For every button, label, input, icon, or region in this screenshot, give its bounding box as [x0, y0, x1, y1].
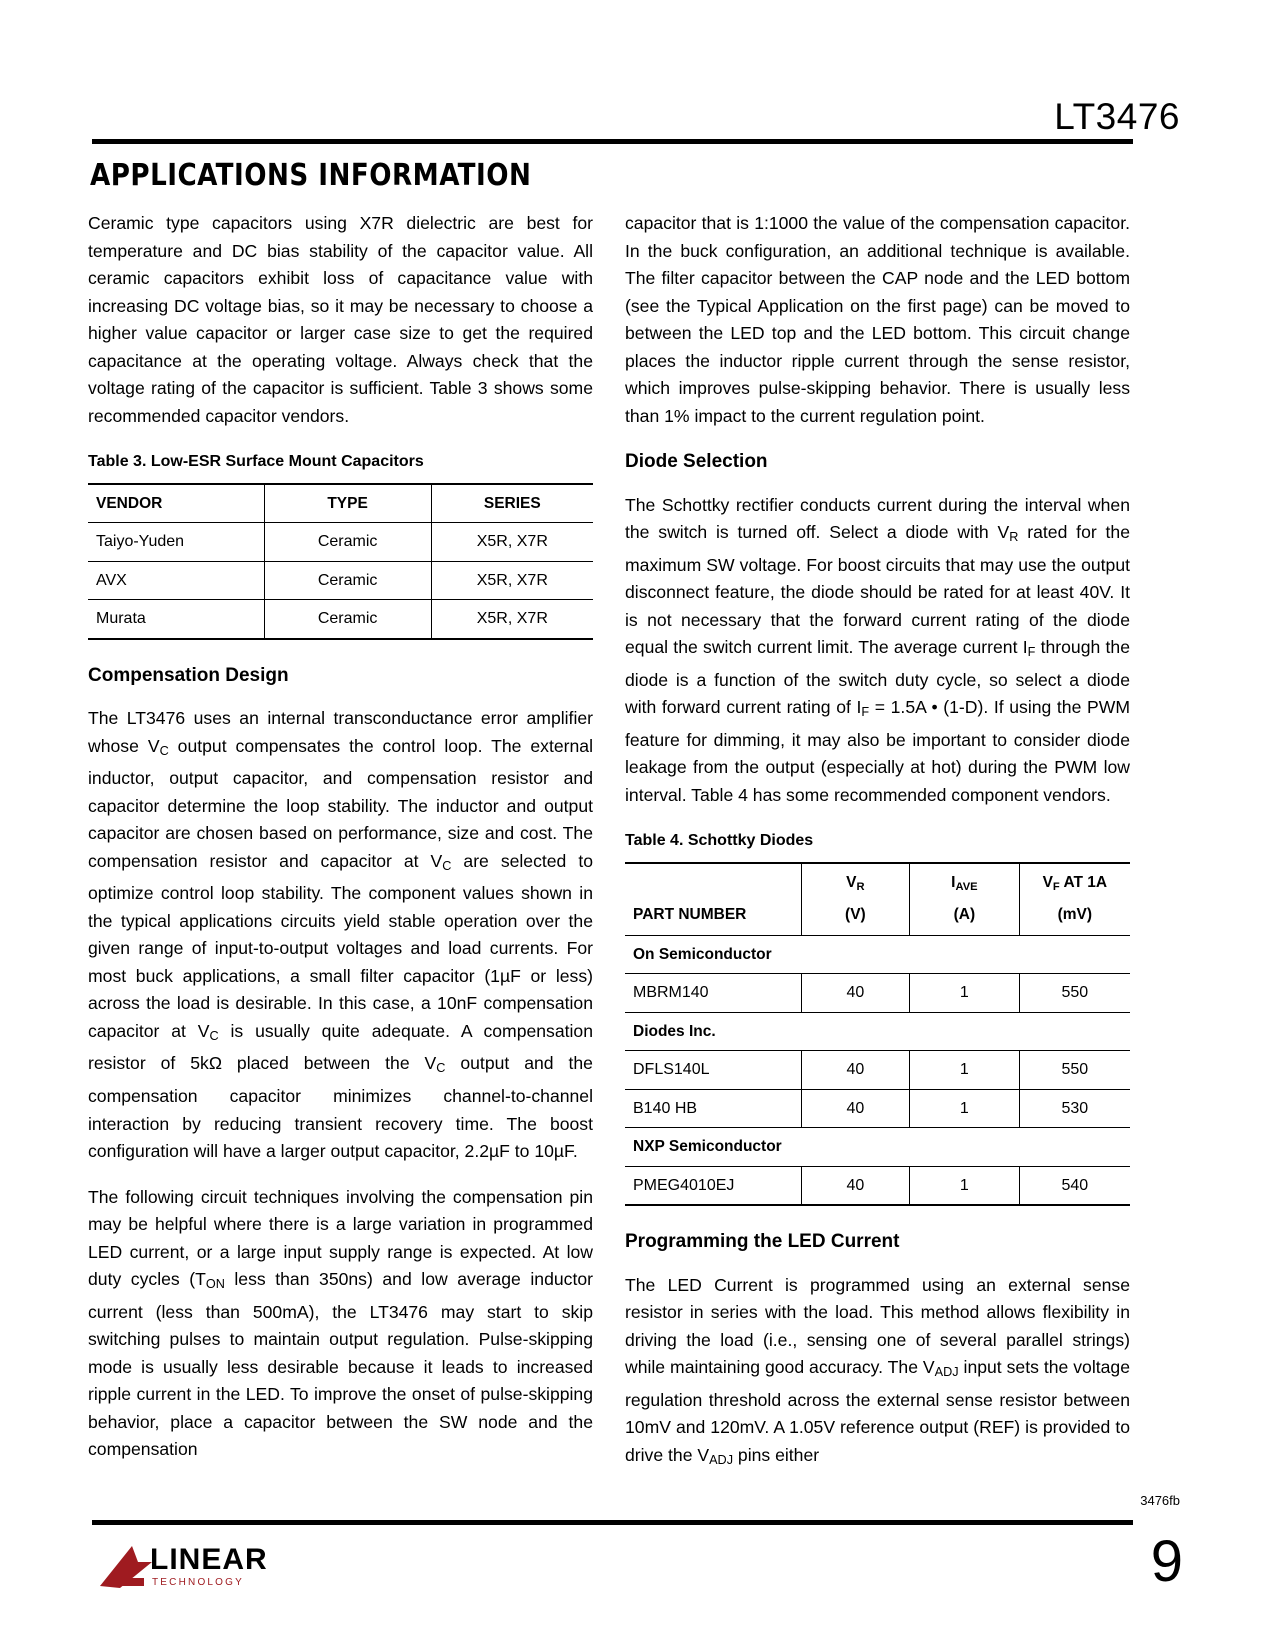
table4-g1-r1-iave: 1 — [910, 1089, 1020, 1128]
table-row — [625, 1166, 1130, 1205]
table4-g1-r0-part: DFLS140L — [625, 1051, 801, 1090]
table4-col-vf-line2: (mV) — [1057, 906, 1093, 924]
text-frag: = 1.5A • (1-D). If using the PWM feature for dimming, it may also be important to consider diode leakage from the output (especially at hot) during the PWM low interval. Table 4 has some recommended component vendors. — [625, 697, 1130, 805]
paragraph-compensation — [88, 705, 593, 1166]
table4-g1-r1-part: B140 HB — [625, 1089, 801, 1128]
table4-g2-r0-iave: 1 — [910, 1166, 1020, 1205]
text-frag: are selected to optimize control loop stability. The component values shown in the typical applications circuits yield stable operation over the given range of input-to-output voltages and load currents. For most buck applications, a small filter capacitor (1µF or less) across the load is desirable. In this case, a 10nF compensation capacitor at V — [88, 850, 593, 1041]
left-column — [88, 210, 593, 1464]
table-group-row — [625, 1128, 1130, 1167]
text-frag: rated for the maximum SW voltage. For boost circuits that may use the output disconnect feature, the diode should be rated for at least 40V. It is not necessary that the forward current rating of the diode equal the switch current limit. The average current I — [625, 522, 1130, 658]
text-frag: output compensates the control loop. The external inductor, output capacitor, and compensation resistor and capacitor determine the loop stability. The inductor and output capacitor are chosen based on performance, size and cost. The compensation resistor and capacitor at V — [88, 735, 593, 871]
table4-g0-r0-vf: 550 — [1019, 974, 1130, 1013]
text-frag: The LED Current is programmed using an external sense resistor in series with the load. This method allows flexibility in driving the load (i.e., sensing one of several parallel strings) while maintaining good accuracy. The V — [625, 1274, 1130, 1378]
table3-r0-series: X5R, X7R — [431, 523, 593, 562]
part-number: LT3476 — [1054, 96, 1180, 137]
table4-g2-r0-part: PMEG4010EJ — [625, 1166, 801, 1205]
page-number: 9 — [1150, 1529, 1183, 1594]
sub-if-2: F — [861, 705, 870, 720]
table4-g1-r1-vf: 530 — [1019, 1089, 1130, 1128]
page-title: APPLICATIONS INFORMATION — [90, 158, 532, 193]
sub-vr: R — [1009, 530, 1019, 545]
text-frag: The following circuit techniques involving the compensation pin may be helpful where there is a large variation in programmed LED current, or a large input supply range is expected. At low duty cycles (T — [88, 1186, 593, 1290]
table4-group-nxp: NXP Semiconductor — [625, 1128, 1130, 1167]
table3-r2-vendor: Murata — [88, 600, 264, 639]
text-frag: pins either — [733, 1444, 820, 1465]
heading-diode-selection: Diode Selection — [625, 451, 768, 472]
logo-text: LINEAR — [150, 1543, 268, 1576]
table-group-row — [625, 1012, 1130, 1051]
table3-col-series: SERIES — [431, 484, 593, 523]
sub-vadj-1: ADJ — [934, 1365, 959, 1380]
header-rule — [92, 139, 1133, 144]
table4-col-vr — [801, 863, 909, 935]
text-frag: The Schottky rectifier conducts current during the interval when the switch is turned off. Select a diode with V — [625, 494, 1130, 542]
table4-col-iave-line2: (A) — [953, 906, 976, 924]
table4-g2-r0-vf: 540 — [1019, 1166, 1130, 1205]
table-group-row — [625, 935, 1130, 974]
table4-g0-r0-part: MBRM140 — [625, 974, 801, 1013]
sub-vc-1: C — [159, 743, 169, 758]
table4-g1-r0-vf: 550 — [1019, 1051, 1130, 1090]
heading-compensation-design: Compensation Design — [88, 664, 289, 686]
table-low-esr-capacitors — [88, 483, 593, 640]
text-frag: output and the compensation capacitor minimizes channel-to-channel interaction by reducing transient recovery time. The boost configuration will have a larger output capacitor, 2.2µF to 10µF. — [88, 1053, 593, 1162]
table3-r2-type: Ceramic — [264, 600, 431, 639]
table3-caption: Table 3. Low-ESR Surface Mount Capacitors — [88, 453, 424, 470]
table4-g1-r1-vr: 40 — [801, 1089, 909, 1128]
table-row — [625, 1089, 1130, 1128]
table-row — [88, 561, 593, 600]
table3-r1-series: X5R, X7R — [431, 561, 593, 600]
table3-r0-vendor: Taiyo-Yuden — [88, 523, 264, 562]
text-frag: less than 350ns) and low average inductor current (less than 500mA), the LT3476 may start to skip switching pulses to maintain output regulation. Pulse-skipping mode is usually less desirable because it leads to increased ripple current in the LED. To improve the onset of pulse-skipping behavior, place a capacitor between the SW node and the compensation — [88, 1269, 593, 1460]
table4-col-vf-line1: $V_F$ AT 1A — [1042, 873, 1108, 893]
table4-col-iave-line1: $I_{AVE}$ — [951, 873, 978, 893]
table4-col-part-number — [625, 863, 801, 935]
table4-g0-r0-vr: 40 — [801, 974, 909, 1013]
text-frag: The LT3476 uses an internal transconductance error amplifier whose V — [88, 708, 593, 756]
sub-vadj-2: ADJ — [709, 1453, 734, 1468]
footer-rule — [92, 1520, 1133, 1525]
table-row — [88, 600, 593, 639]
paragraph-ceramic-capacitors: Ceramic type capacitors using X7R dielectric are best for temperature and DC bias stability of the capacitor value. All ceramic capacitors exhibit loss of capacitance value with increasing DC voltage bias, so it may be necessary to choose a higher value capacitor or larger case size to get the required capacitance at the operating voltage. Always check that the voltage rating of the capacitor is sufficient. Table 3 shows some recommended capacitor vendors. — [88, 213, 593, 426]
table-schottky-diodes — [625, 862, 1130, 1206]
table4-col-part-number-label: PART NUMBER — [633, 906, 747, 924]
paragraph-diode-selection — [625, 492, 1130, 810]
table4-col-vf — [1019, 863, 1130, 935]
text-frag: through the diode is a function of the switch duty cycle, so select a diode with forward current rating of I — [625, 637, 1130, 718]
table3-col-vendor: VENDOR — [88, 484, 264, 523]
paragraph-circuit-techniques — [88, 1184, 593, 1464]
table4-caption: Table 4. Schottky Diodes — [625, 832, 814, 850]
table4-col-vr-line2: (V) — [845, 906, 866, 924]
sub-ton: ON — [205, 1277, 225, 1292]
table-row — [625, 1051, 1130, 1090]
table4-col-vr-line1: $V_R$ — [846, 873, 865, 893]
sub-vc-3: C — [209, 1028, 219, 1043]
table3-r2-series: X5R, X7R — [431, 600, 593, 639]
sub-vc-4: C — [436, 1061, 446, 1076]
text-frag: input sets the voltage regulation threshold across the external sense resistor between 10mV and 120mV. A 1.05V reference output (REF) is provided to drive the V — [625, 1357, 1130, 1465]
document-code: 3476fb — [1140, 1493, 1180, 1508]
table4-group-diodes-inc: Diodes Inc. — [625, 1012, 1130, 1051]
table-header-row — [88, 484, 593, 523]
heading-programming-led-current: Programming the LED Current — [625, 1231, 900, 1253]
logo-subtext: TECHNOLOGY — [152, 1577, 245, 1588]
table3-r1-type: Ceramic — [264, 561, 431, 600]
paragraph-compensation-continued: capacitor that is 1:1000 the value of the compensation capacitor. In the buck configuration, an additional technique is available. The filter capacitor between the CAP node and the LED bottom (see the Typical Application on the first page) can be moved to between the LED top and the LED bottom. This circuit change places the inductor ripple current through the sense resistor, which improves pulse-skipping behavior. There is usually less than 1% impact to the current regulation point. — [625, 213, 1130, 426]
sub-vc-2: C — [442, 858, 452, 873]
table3-r1-vendor: AVX — [88, 561, 264, 600]
table4-g1-r0-iave: 1 — [910, 1051, 1020, 1090]
text-frag: is usually quite adequate. A compensation resistor of 5kΩ placed between the V — [88, 1020, 593, 1074]
sub-if-1: F — [1027, 645, 1036, 660]
table3-col-type: TYPE — [264, 484, 431, 523]
table4-col-iave — [910, 863, 1020, 935]
paragraph-programming-led-current — [625, 1272, 1130, 1475]
table4-g2-r0-vr: 40 — [801, 1166, 909, 1205]
table4-g0-r0-iave: 1 — [910, 974, 1020, 1013]
table4-g1-r0-vr: 40 — [801, 1051, 909, 1090]
table3-r0-type: Ceramic — [264, 523, 431, 562]
table-header-row — [625, 863, 1130, 935]
right-column — [625, 210, 1130, 1475]
table4-group-on-semiconductor: On Semiconductor — [625, 935, 1130, 974]
table-row — [625, 974, 1130, 1013]
table-row — [88, 523, 593, 562]
